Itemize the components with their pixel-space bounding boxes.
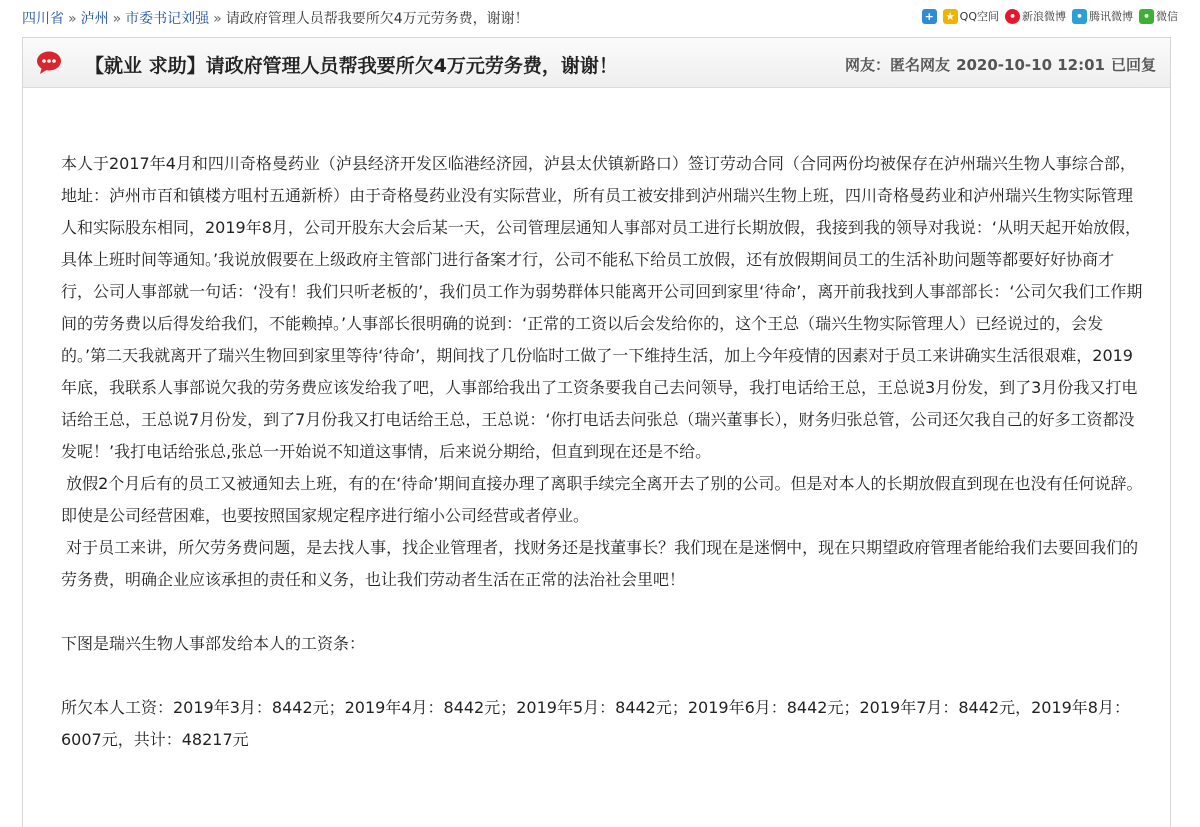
tencent-weibo-icon: • <box>1072 9 1087 24</box>
post-meta <box>839 54 1156 75</box>
post-paragraph: 本人于2017年4月和四川奇格曼药业（泸县经济开发区临港经济园，泸县太伏镇新路口）签订劳动合同（合同两份均被保存在泸州瑞兴生物人事综合部，地址：泸州市百和镇楼方咀村五通新桥）由于奇格曼药业没有实际营业，所有员工被安排到泸州瑞兴生物上班，四川奇格曼药业和泸州瑞兴生物实际管理人和实际股东相同，2019年8月，公司开股东大会后某一天，公司管理层通知人事部对员工进行长期放假，我接到我的领导对我说：‘从明天起开始放假，具体上班时间等通知。’我说放假要在上级政府主管部门进行备案才行，公司不能私下给员工放假，还有放假期间员工的生活补助问题等都要好好协商才行，公司人事部就一句话：‘没有！我们只听老板的’，我们员工作为弱势群体只能离开公司回到家里‘待命’，离开前我找到人事部部长：‘公司欠我们工作期间的劳务费以后得发给我们，不能赖掉。’人事部长很明确的说到：‘正常的工资以后会发给你的，这个王总（瑞兴生物实际管理人）已经说过的，会发的。’第二天我就离开了瑞兴生物回到家里等待‘待命’，期间找了几份临时工做了一下维持生活，加上今年疫情的因素对于员工来讲确实生活很艰难，2019年底，我联系人事部说欠我的劳务费应该发给我了吧，人事部给我出了工资条要我自己去问领导，我打电话给王总，王总说3月份发，到了3月份我又打电话给王总，王总说7月份发，到了7月份我又打电话给王总，王总说：‘你打电话去问张总（瑞兴董事长），财务归张总管，公司还欠我自己的好多工资都没发呢！’我打电话给张总,张总一开始说不知道这事情，后来说分期给，但直到现在还是不给。 <box>61 154 1143 461</box>
breadcrumb-official[interactable]: 市委书记刘强 <box>125 11 210 27</box>
breadcrumb-separator: » <box>68 11 77 27</box>
share-wechat-button[interactable] <box>1139 8 1178 24</box>
breadcrumb-separator: » <box>112 11 122 27</box>
share-more-button[interactable] <box>922 9 937 24</box>
breadcrumb-province[interactable]: 四川省 <box>22 11 64 27</box>
post-panel <box>22 37 1171 827</box>
post-author: 网友：匿名网友 <box>845 56 951 74</box>
post-status: 已回复 <box>1110 56 1156 74</box>
post-title: 【就业 求助】请政府管理人员帮我要所欠4万元劳务费，谢谢！ <box>85 55 618 77</box>
share-qzone-label: QQ空间 <box>959 10 999 23</box>
post-date: 2020-10-10 12:01 <box>956 56 1105 74</box>
qzone-icon: ★ <box>943 9 958 24</box>
share-wechat-label: 微信 <box>1156 10 1178 23</box>
post-header <box>23 38 1170 88</box>
share-weibo-button[interactable] <box>1005 8 1066 24</box>
share-bar <box>922 8 1178 24</box>
breadcrumb-current: 请政府管理人员帮我要所欠4万元劳务费，谢谢！ <box>225 11 529 27</box>
weibo-icon: • <box>1005 9 1020 24</box>
post-paragraph: 放假2个月后有的员工又被通知去上班，有的在‘待命’期间直接办理了离职手续完全离开去了别的公司。但是对本人的长期放假直到现在也没有任何说辞。即使是公司经营困难，也要按照国家规定程序进行缩小公司经营或者停业。 <box>61 474 1143 525</box>
plus-icon: + <box>922 9 937 24</box>
share-weibo-label: 新浪微博 <box>1022 10 1066 23</box>
share-qzone-button[interactable] <box>943 8 999 24</box>
post-paragraph: 所欠本人工资：2019年3月：8442元；2019年4月：8442元；2019年5月：8442元；2019年6月：8442元；2019年7月：8442元，2019年8月：6007元，共计：48217元 <box>61 698 1130 749</box>
post-paragraph: 下图是瑞兴生物人事部发给本人的工资条： <box>61 634 366 653</box>
breadcrumb-separator: » <box>213 11 222 27</box>
wechat-icon: • <box>1139 9 1154 24</box>
post-content <box>61 148 1143 756</box>
breadcrumb <box>22 8 529 28</box>
breadcrumb-city[interactable]: 泸州 <box>80 11 109 27</box>
top-bar <box>0 0 1200 36</box>
speech-bubble-icon <box>36 50 62 76</box>
share-tencent-label: 腾讯微博 <box>1089 10 1133 23</box>
share-tencent-button[interactable] <box>1072 8 1133 24</box>
post-paragraph: 对于员工来讲，所欠劳务费问题，是去找人事，找企业管理者，找财务还是找董事长？我们现在是迷惘中，现在只期望政府管理者能给我们去要回我们的劳务费，明确企业应该承担的责任和义务，也让我们劳动者生活在正常的法治社会里吧！ <box>61 538 1139 589</box>
